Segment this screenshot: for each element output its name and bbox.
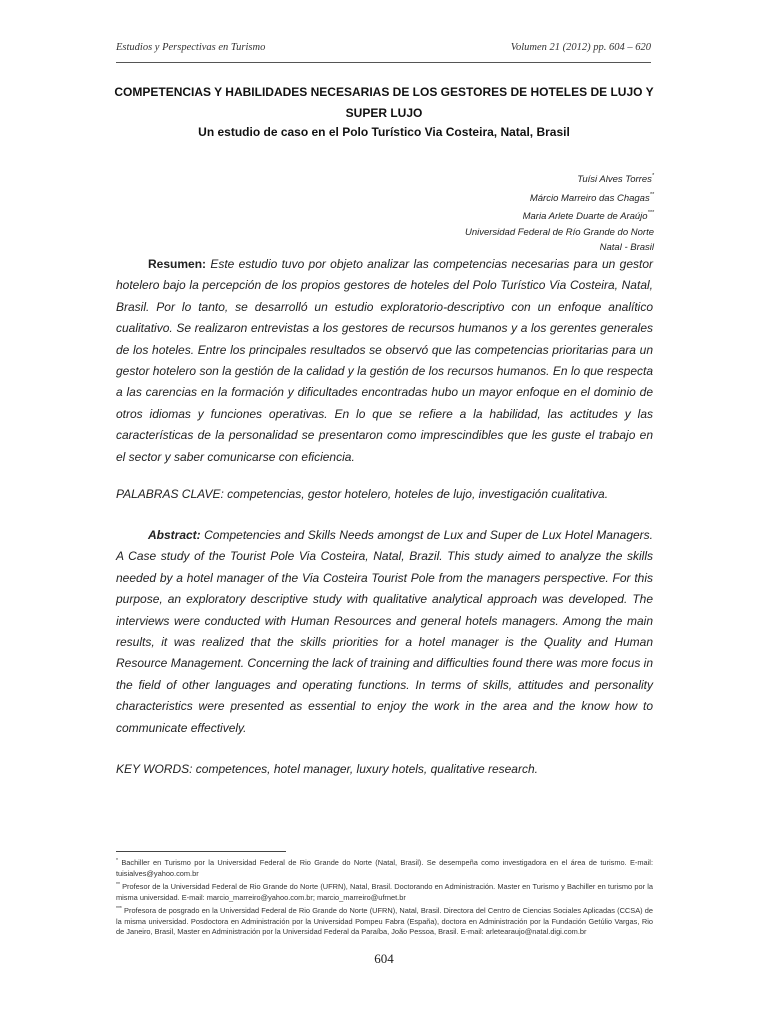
footnote-3: *** Profesora de posgrado en la Universidad Federal de Rio Grande do Norte (UFRN), Natal, Brasil. Directora del Centro de Ciencias Sociales Aplicadas (CCSA) de la misma universidad. Posdoctora en Administración por la Universidad Pompeu Fabra (España), doctora en Administración por la Fundación Getúlio Vargas, Rio de Janeiro, Brasil, Master en Administración por la Universidad Federal da Paraíba, João Pessoa, Brasil. E-mail: arletearaujo@natal.digi.com.br: [116, 905, 653, 937]
resumen-paragraph: [116, 254, 653, 468]
title-line-2: SUPER LUJO: [345, 106, 423, 120]
key-words: KEY WORDS: competences, hotel manager, luxury hotels, qualitative research.: [116, 762, 538, 776]
abstract-label: Abstract:: [148, 528, 201, 542]
author-1: Tuísi Alves Torres*: [577, 173, 654, 185]
footnote-2: ** Profesor de la Universidad Federal de Rio Grande do Norte (UFRN), Natal, Brasil. Doctorando en Administración. Master en Turismo y Bachiller en turismo por la misma universidad. E-mail: marcio_marreiro@yahoo.com.br; marcio_marreiro@ufrnet.br: [116, 881, 653, 902]
running-header: [116, 42, 651, 53]
affiliation-university: Universidad Federal de Río Grande do Norte: [464, 226, 654, 238]
abstract-text: Competencies and Skills Needs amongst de Lux and Super de Lux Hotel Managers. A Case study of the Tourist Pole Via Costeira, Natal, Brazil. This study aimed to analyze the skills needed by a hotel manager of the Via Costeira Tourist Pole from the managers perspective. For this purpose, an exploratory descriptive study with qualitative analytical approach was developed. The interviews were conducted with Human Resources and general hotels managers. Among the main results, it was realized that the skills priorities for a hotel manager is the Quality and Human Resource Management. Concerning the lack of training and difficulties found there was more focus in the field of other languages and operating functions. In terms of skills, attitudes and personality characteristics were presented as essential to enjoy the work in the area and the know how to communicate effectively.: [116, 528, 654, 735]
footnotes: [116, 856, 653, 938]
resumen-text: Este estudio tuvo por objeto analizar las competencias necesarias para un gestor hotelero bajo la percepción de los propios gestores de hoteles del Polo Turístico Via Costeira, Natal, Brasil. Por lo tanto, se desarrolló un estudio exploratorio-descriptivo con un enfoque analítico cualitativo. Se realizaron entrevistas a los gestores de recursos humanos y a los gerentes generales de los hoteles. Entre los principales resultados se observó que las competencias prioritarias para un gestor hotelero son la gestión de la calidad y la gestión de los recursos humanos. En lo que respecta a las carencias en la formación y dificultades encontradas hubo un mayor enfoque en el dominio de otros idiomas y funciones operativas. En lo que se refiere a la habilidad, las actitudes y las características de la personalidad se presentaron como imprescindibles que les guste el trabajo en el sector y saber comunicarse con eficiencia.: [116, 257, 653, 464]
resumen-label: Resumen:: [148, 257, 207, 271]
palabras-clave: PALABRAS CLAVE: competencias, gestor hotelero, hoteles de lujo, investigación cualitativa.: [116, 487, 609, 501]
author-block: [465, 169, 654, 256]
page-number: 604: [374, 951, 394, 966]
article-subtitle: Un estudio de caso en el Polo Turístico Via Costeira, Natal, Brasil: [198, 125, 570, 139]
volume-info: Volumen 21 (2012) pp. 604 – 620: [510, 42, 651, 53]
title-line-1: COMPETENCIAS Y HABILIDADES NECESARIAS DE LOS GESTORES DE HOTELES DE LUJO Y: [114, 85, 654, 99]
affiliation-location: Natal - Brasil: [599, 242, 654, 253]
header-rule: [116, 62, 651, 63]
author-2: Márcio Marreiro das Chagas**: [529, 191, 654, 204]
article-title: [108, 82, 660, 124]
abstract-paragraph: [116, 525, 653, 739]
journal-name: Estudios y Perspectivas en Turismo: [116, 42, 266, 53]
footnote-rule: [116, 851, 286, 852]
author-3: Maria Arlete Duarte de Araújo***: [522, 210, 654, 222]
footnote-1: * Bachiller en Turismo por la Universidad Federal de Rio Grande do Norte (Natal, Brasil). Se desempeña como investigadora en el área de turismo. E-mail: tuisialves@yahoo.com.br: [116, 858, 653, 878]
